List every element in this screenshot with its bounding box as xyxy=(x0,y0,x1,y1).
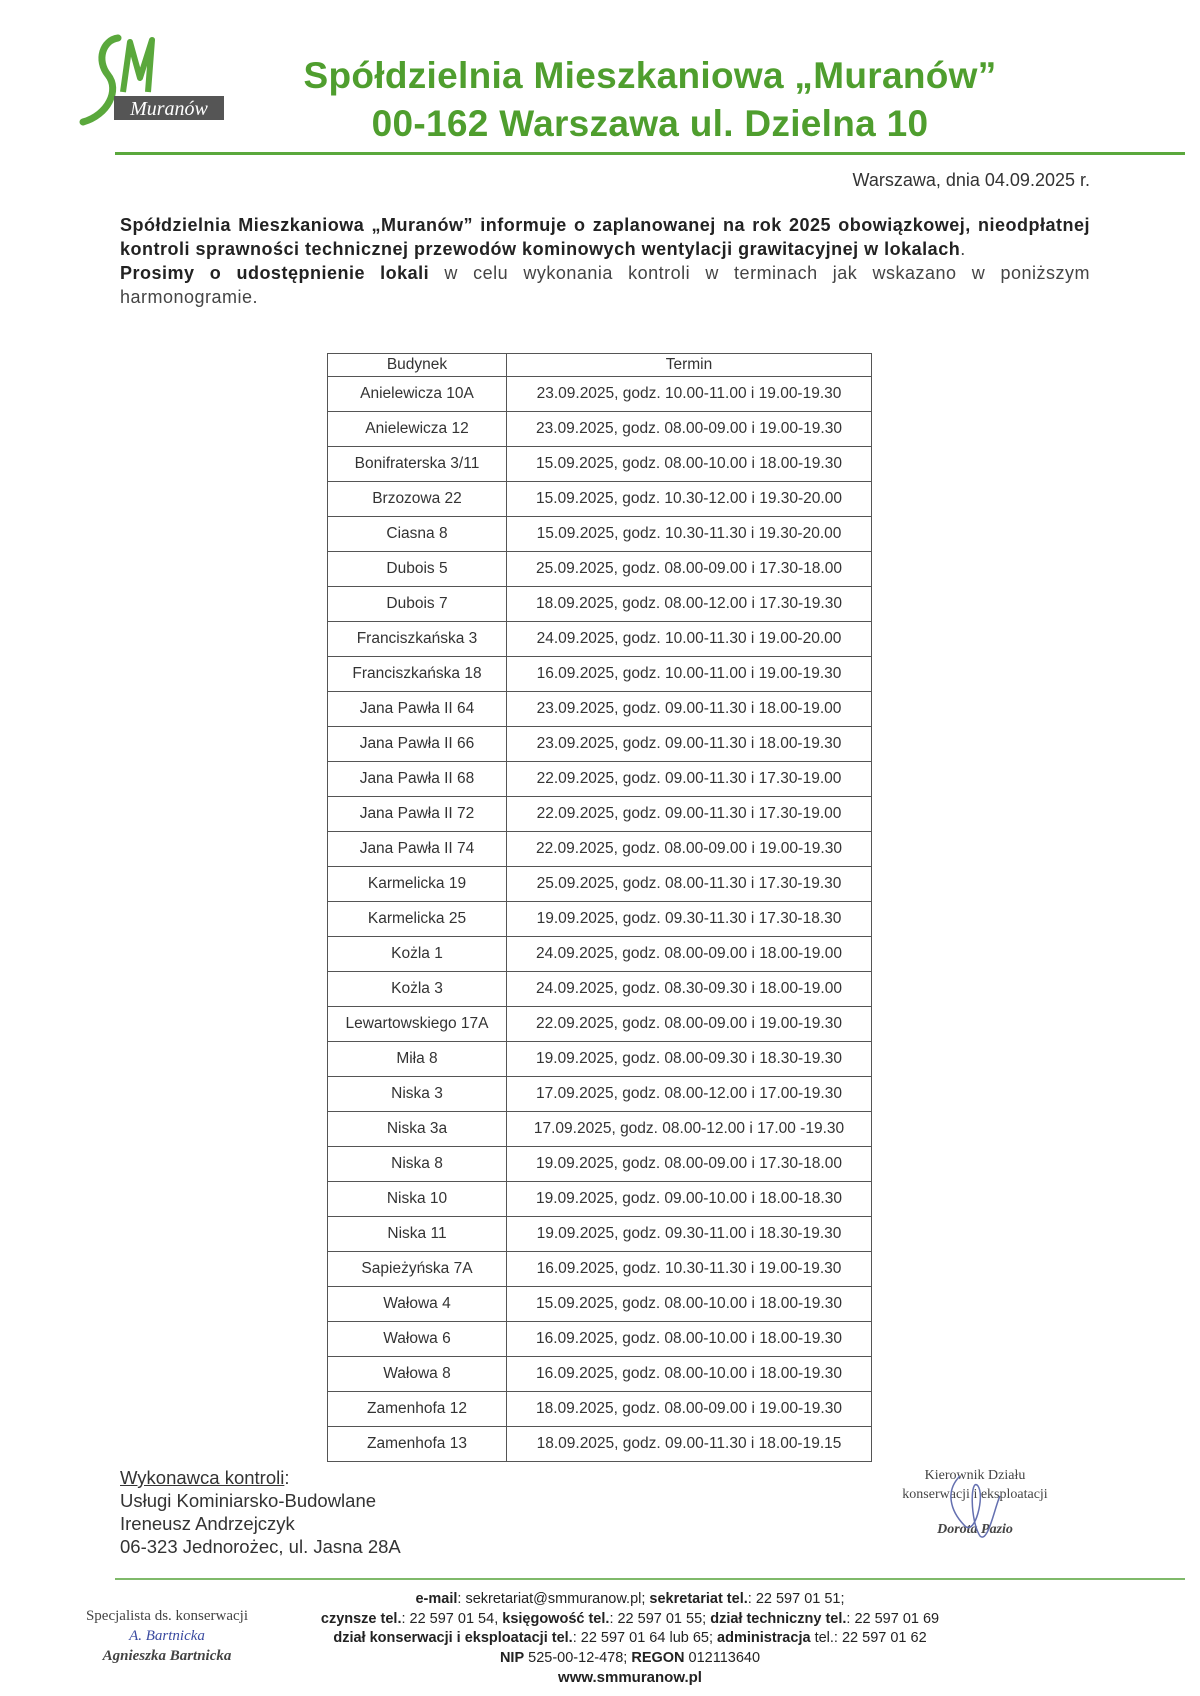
building-cell: Zamenhofa 12 xyxy=(328,1392,507,1427)
table-row xyxy=(328,1147,872,1182)
term-cell: 23.09.2025, godz. 09.00-11.30 i 18.00-19.30 xyxy=(507,727,872,762)
table-row xyxy=(328,552,872,587)
building-cell: Franciszkańska 3 xyxy=(328,622,507,657)
table-row xyxy=(328,377,872,412)
intro-p1-bold: Spółdzielnia Mieszkaniowa „Muranów” informuje o zaplanowanej na rok 2025 obowiązkowej, nieodpłatnej kontroli sprawności technicznej przewodów kominowych wentylacji grawitacyjnej w lokalach xyxy=(120,215,1090,259)
table-row xyxy=(328,482,872,517)
table-row xyxy=(328,727,872,762)
building-cell: Kożla 3 xyxy=(328,972,507,1007)
footer-contact xyxy=(250,1590,1010,1688)
logo-graphic xyxy=(78,30,248,135)
building-cell: Brzozowa 22 xyxy=(328,482,507,517)
building-cell: Niska 3 xyxy=(328,1077,507,1112)
term-cell: 17.09.2025, godz. 08.00-12.00 i 17.00 -19.30 xyxy=(507,1112,872,1147)
table-row xyxy=(328,622,872,657)
footer-website: www.smmuranow.pl xyxy=(558,1669,702,1686)
term-cell: 17.09.2025, godz. 08.00-12.00 i 17.00-19.30 xyxy=(507,1077,872,1112)
table-row xyxy=(328,1252,872,1287)
title-line-1: Spółdzielnia Mieszkaniowa „Muranów” xyxy=(303,55,997,96)
table-row xyxy=(328,867,872,902)
contractor-line-1: Usługi Kominiarsko-Budowlane xyxy=(120,1490,377,1511)
building-cell: Wałowa 6 xyxy=(328,1322,507,1357)
footer-secretariat-label: sekretariat tel. xyxy=(649,1591,748,1607)
term-cell: 18.09.2025, godz. 09.00-11.30 i 18.00-19.15 xyxy=(507,1427,872,1462)
term-cell: 15.09.2025, godz. 10.30-12.00 i 19.30-20.00 xyxy=(507,482,872,517)
table-row xyxy=(328,1287,872,1322)
table-row xyxy=(328,1112,872,1147)
building-cell: Jana Pawła II 72 xyxy=(328,797,507,832)
term-cell: 19.09.2025, godz. 09.00-10.00 i 18.00-18.30 xyxy=(507,1182,872,1217)
building-cell: Dubois 5 xyxy=(328,552,507,587)
term-cell: 22.09.2025, godz. 09.00-11.30 i 17.30-19.00 xyxy=(507,762,872,797)
table-row xyxy=(328,797,872,832)
footer-rent: : 22 597 01 54, xyxy=(401,1610,503,1627)
stamp-line-1: Kierownik Działu xyxy=(924,1468,1026,1483)
building-cell: Bonifraterska 3/11 xyxy=(328,447,507,482)
contractor-heading: Wykonawca kontroli xyxy=(120,1467,285,1488)
specialist-signature: A. Bartnicka xyxy=(129,1628,205,1644)
term-cell: 22.09.2025, godz. 08.00-09.00 i 19.00-19.30 xyxy=(507,1007,872,1042)
footer-maintenance: : 22 597 01 64 lub 65; xyxy=(572,1630,718,1646)
term-cell: 19.09.2025, godz. 08.00-09.30 i 18.30-19.30 xyxy=(507,1042,872,1077)
table-row xyxy=(328,1217,872,1252)
building-cell: Ciasna 8 xyxy=(328,517,507,552)
footer-divider xyxy=(115,1578,1185,1580)
term-cell: 24.09.2025, godz. 08.30-09.30 i 18.00-19.00 xyxy=(507,972,872,1007)
footer-maintenance-label: dział konserwacji i eksploatacji tel. xyxy=(333,1630,573,1646)
term-cell: 16.09.2025, godz. 08.00-10.00 i 18.00-19.30 xyxy=(507,1322,872,1357)
term-cell: 18.09.2025, godz. 08.00-09.00 i 19.00-19.30 xyxy=(507,1392,872,1427)
term-cell: 23.09.2025, godz. 10.00-11.00 i 19.00-19.30 xyxy=(507,377,872,412)
term-cell: 18.09.2025, godz. 08.00-12.00 i 17.30-19.30 xyxy=(507,587,872,622)
table-row xyxy=(328,447,872,482)
table-header-row xyxy=(328,354,872,377)
building-cell: Jana Pawła II 64 xyxy=(328,692,507,727)
footer-accounting: : 22 597 01 55; xyxy=(609,1610,711,1627)
building-cell: Anielewicza 12 xyxy=(328,412,507,447)
term-cell: 23.09.2025, godz. 09.00-11.30 i 18.00-19.00 xyxy=(507,692,872,727)
contractor-block xyxy=(120,1466,401,1558)
header-divider xyxy=(115,152,1185,155)
term-cell: 15.09.2025, godz. 08.00-10.00 i 18.00-19.30 xyxy=(507,1287,872,1322)
term-cell: 24.09.2025, godz. 10.00-11.30 i 19.00-20.00 xyxy=(507,622,872,657)
stamp-name: Dorota Pazio xyxy=(937,1522,1013,1537)
footer-technical: : 22 597 01 69 xyxy=(846,1610,940,1627)
building-cell: Miła 8 xyxy=(328,1042,507,1077)
building-cell: Jana Pawła II 68 xyxy=(328,762,507,797)
building-cell: Wałowa 4 xyxy=(328,1287,507,1322)
term-cell: 22.09.2025, godz. 08.00-09.00 i 19.00-19.30 xyxy=(507,832,872,867)
table-row xyxy=(328,412,872,447)
term-cell: 16.09.2025, godz. 08.00-10.00 i 18.00-19.30 xyxy=(507,1357,872,1392)
table-row xyxy=(328,1357,872,1392)
intro-text xyxy=(120,213,1090,309)
table-row xyxy=(328,762,872,797)
table-row xyxy=(328,832,872,867)
building-cell: Lewartowskiego 17A xyxy=(328,1007,507,1042)
building-cell: Jana Pawła II 66 xyxy=(328,727,507,762)
intro-p2-rest: w celu wykonania kontroli w terminach jak wskazano w poniższym harmonogramie. xyxy=(120,263,1091,307)
title-line-2: 00-162 Warszawa ul. Dzielna 10 xyxy=(371,103,929,144)
footer-technical-label: dział techniczny tel. xyxy=(710,1610,847,1627)
table-row xyxy=(328,972,872,1007)
table-row xyxy=(328,587,872,622)
footer-email: : sekretariat@smmuranow.pl; xyxy=(457,1591,650,1607)
footer-regon: 012113640 xyxy=(684,1649,761,1666)
footer-rent-label: czynsze tel. xyxy=(320,1610,402,1627)
footer-line-2 xyxy=(250,1610,1010,1630)
column-header-term: Termin xyxy=(507,354,872,377)
table-row xyxy=(328,1042,872,1077)
table-row xyxy=(328,692,872,727)
logo xyxy=(78,30,248,135)
building-cell: Niska 11 xyxy=(328,1217,507,1252)
building-cell: Sapieżyńska 7A xyxy=(328,1252,507,1287)
building-cell: Dubois 7 xyxy=(328,587,507,622)
table-row xyxy=(328,1392,872,1427)
footer-secretariat: : 22 597 01 51; xyxy=(747,1591,845,1607)
building-cell: Jana Pawła II 74 xyxy=(328,832,507,867)
term-cell: 24.09.2025, godz. 08.00-09.00 i 18.00-19.00 xyxy=(507,937,872,972)
building-cell: Niska 8 xyxy=(328,1147,507,1182)
stamp-line-2: konserwacji i eksploatacji xyxy=(902,1487,1048,1502)
term-cell: 22.09.2025, godz. 09.00-11.30 i 17.30-19.00 xyxy=(507,797,872,832)
building-cell: Anielewicza 10A xyxy=(328,377,507,412)
intro-p2-bold: Prosimy o udostępnienie lokali xyxy=(120,263,430,283)
logo-text: Muranów xyxy=(130,98,208,120)
table-row xyxy=(328,657,872,692)
signature-scribble xyxy=(940,1466,1010,1546)
term-cell: 16.09.2025, godz. 10.00-11.00 i 19.00-19.30 xyxy=(507,657,872,692)
contractor-heading-colon: : xyxy=(284,1467,290,1488)
building-cell: Franciszkańska 18 xyxy=(328,657,507,692)
column-header-building: Budynek xyxy=(328,354,507,377)
term-cell: 15.09.2025, godz. 10.30-11.30 i 19.30-20.00 xyxy=(507,517,872,552)
intro-p1-end: . xyxy=(960,239,966,259)
building-cell: Niska 10 xyxy=(328,1182,507,1217)
table-row xyxy=(328,1427,872,1462)
term-cell: 19.09.2025, godz. 09.30-11.30 i 17.30-18.30 xyxy=(507,902,872,937)
term-cell: 25.09.2025, godz. 08.00-09.00 i 17.30-18.00 xyxy=(507,552,872,587)
term-cell: 16.09.2025, godz. 10.30-11.30 i 19.00-19.30 xyxy=(507,1252,872,1287)
table-row xyxy=(328,1322,872,1357)
building-cell: Kożla 1 xyxy=(328,937,507,972)
building-cell: Karmelicka 19 xyxy=(328,867,507,902)
table-row xyxy=(328,1007,872,1042)
term-cell: 19.09.2025, godz. 08.00-09.00 i 17.30-18.00 xyxy=(507,1147,872,1182)
footer-administration-label: administracja xyxy=(717,1630,811,1646)
manager-stamp xyxy=(880,1466,1070,1539)
footer-line-4 xyxy=(250,1649,1010,1669)
specialist-name: Agnieszka Bartnicka xyxy=(102,1648,232,1664)
footer-email-label: e-mail xyxy=(415,1591,458,1607)
table-row xyxy=(328,517,872,552)
page-title xyxy=(240,52,1060,148)
footer-line-3 xyxy=(250,1629,1010,1649)
building-cell: Wałowa 8 xyxy=(328,1357,507,1392)
table-row xyxy=(328,902,872,937)
footer-accounting-label: księgowość tel. xyxy=(502,1610,610,1627)
term-cell: 23.09.2025, godz. 08.00-09.00 i 19.00-19.30 xyxy=(507,412,872,447)
building-cell: Niska 3a xyxy=(328,1112,507,1147)
term-cell: 19.09.2025, godz. 09.30-11.00 i 18.30-19.30 xyxy=(507,1217,872,1252)
term-cell: 15.09.2025, godz. 08.00-10.00 i 18.00-19.30 xyxy=(507,447,872,482)
schedule-table xyxy=(327,353,872,1462)
building-cell: Zamenhofa 13 xyxy=(328,1427,507,1462)
contractor-line-3: 06-323 Jednorożec, ul. Jasna 28A xyxy=(120,1536,401,1557)
specialist-stamp xyxy=(62,1606,272,1666)
footer-administration: tel.: 22 597 01 62 xyxy=(810,1630,927,1646)
table-row xyxy=(328,937,872,972)
footer-line-1 xyxy=(250,1590,1010,1610)
building-cell: Karmelicka 25 xyxy=(328,902,507,937)
footer-nip: 525-00-12-478; xyxy=(524,1649,632,1666)
document-date: Warszawa, dnia 04.09.2025 r. xyxy=(852,170,1090,190)
specialist-title: Specjalista ds. konserwacji xyxy=(85,1608,249,1624)
schedule-table-body xyxy=(328,377,872,1462)
contractor-line-2: Ireneusz Andrzejczyk xyxy=(120,1513,295,1534)
term-cell: 25.09.2025, godz. 08.00-11.30 i 17.30-19.30 xyxy=(507,867,872,902)
footer-nip-label: NIP xyxy=(499,1649,525,1666)
table-row xyxy=(328,1182,872,1217)
footer-regon-label: REGON xyxy=(631,1649,685,1666)
table-row xyxy=(328,1077,872,1112)
